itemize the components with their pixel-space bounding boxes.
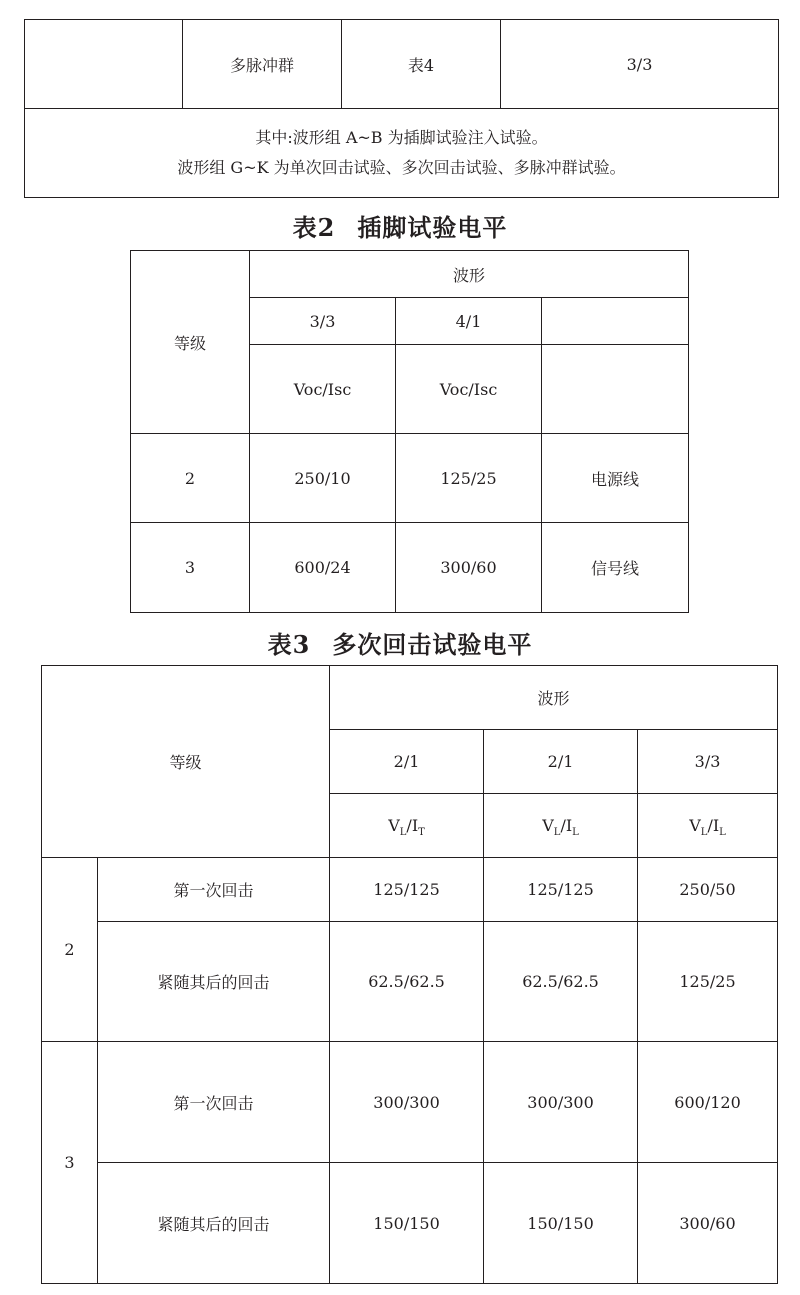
table-row [42,1163,778,1284]
table3-value: 125/25 [638,922,778,1042]
table2-waveform-1: 3/3 [250,298,396,345]
table1-note-line2: 波形组 G~K 为单次回击试验、多次回击试验、多脉冲群试验。 [177,158,626,177]
table2-waveform-header: 波形 [250,251,689,298]
table2-value: 250/10 [250,434,396,523]
table3-value: 125/125 [484,858,638,922]
table3-level: 3 [42,1042,98,1284]
table3-value: 125/125 [330,858,484,922]
table1-fragment [24,19,779,198]
table2-line-type: 电源线 [542,434,689,523]
table3-unit-1: $V_L/I_T$ [330,794,484,858]
table-row [42,922,778,1042]
table-row [131,523,689,613]
table3-waveform-3: 3/3 [638,730,778,794]
table3-title [0,625,800,660]
table3-waveform-2: 2/1 [484,730,638,794]
table3-value: 250/50 [638,858,778,922]
table3 [41,665,778,1284]
table-row [42,858,778,922]
table2-title-number: 表2 [292,213,336,242]
table1-note [25,109,779,198]
table3-value: 150/150 [330,1163,484,1284]
table3-value: 300/300 [484,1042,638,1163]
table-row [131,434,689,523]
table2-unit-1: Voc/Isc [250,345,396,434]
table2-value: 600/24 [250,523,396,613]
table3-level: 2 [42,858,98,1042]
table1-note-line1: 其中:波形组 A~B 为插脚试验注入试验。 [255,128,548,147]
table-row [42,1042,778,1163]
table3-value: 62.5/62.5 [484,922,638,1042]
table2-waveform-2: 4/1 [396,298,542,345]
table3-unit-2: $V_L/I_L$ [484,794,638,858]
table3-value: 600/120 [638,1042,778,1163]
table2-level-header: 等级 [131,251,250,434]
table1-row [25,20,779,109]
table3-level-header: 等级 [42,666,330,858]
table2-unit-2: Voc/Isc [396,345,542,434]
table3-value: 300/60 [638,1163,778,1284]
table2-value: 300/60 [396,523,542,613]
table3-title-number: 表3 [267,630,311,659]
table1-cell-waveform: 3/3 [501,20,779,109]
table2-level: 2 [131,434,250,523]
table3-value: 150/150 [484,1163,638,1284]
table3-strike-label: 紧随其后的回击 [98,1163,330,1284]
table3-strike-label: 第一次回击 [98,858,330,922]
table3-title-text: 多次回击试验电平 [332,630,533,659]
table3-value: 62.5/62.5 [330,922,484,1042]
table3-waveform-header: 波形 [330,666,778,730]
table2-title-text: 插脚试验电平 [357,213,508,242]
table2-value: 125/25 [396,434,542,523]
table3-strike-label: 紧随其后的回击 [98,922,330,1042]
table2-title [0,208,800,243]
table1-cell-table-ref: 表4 [342,20,501,109]
table3-value: 300/300 [330,1042,484,1163]
table1-cell-multi-pulse: 多脉冲群 [183,20,342,109]
table2-level: 3 [131,523,250,613]
table3-strike-label: 第一次回击 [98,1042,330,1163]
table3-waveform-1: 2/1 [330,730,484,794]
table2 [130,250,689,613]
table2-unit-3 [542,345,689,434]
table2-line-type: 信号线 [542,523,689,613]
table2-waveform-3 [542,298,689,345]
table3-unit-3: $V_L/I_L$ [638,794,778,858]
table1-cell-empty [25,20,183,109]
